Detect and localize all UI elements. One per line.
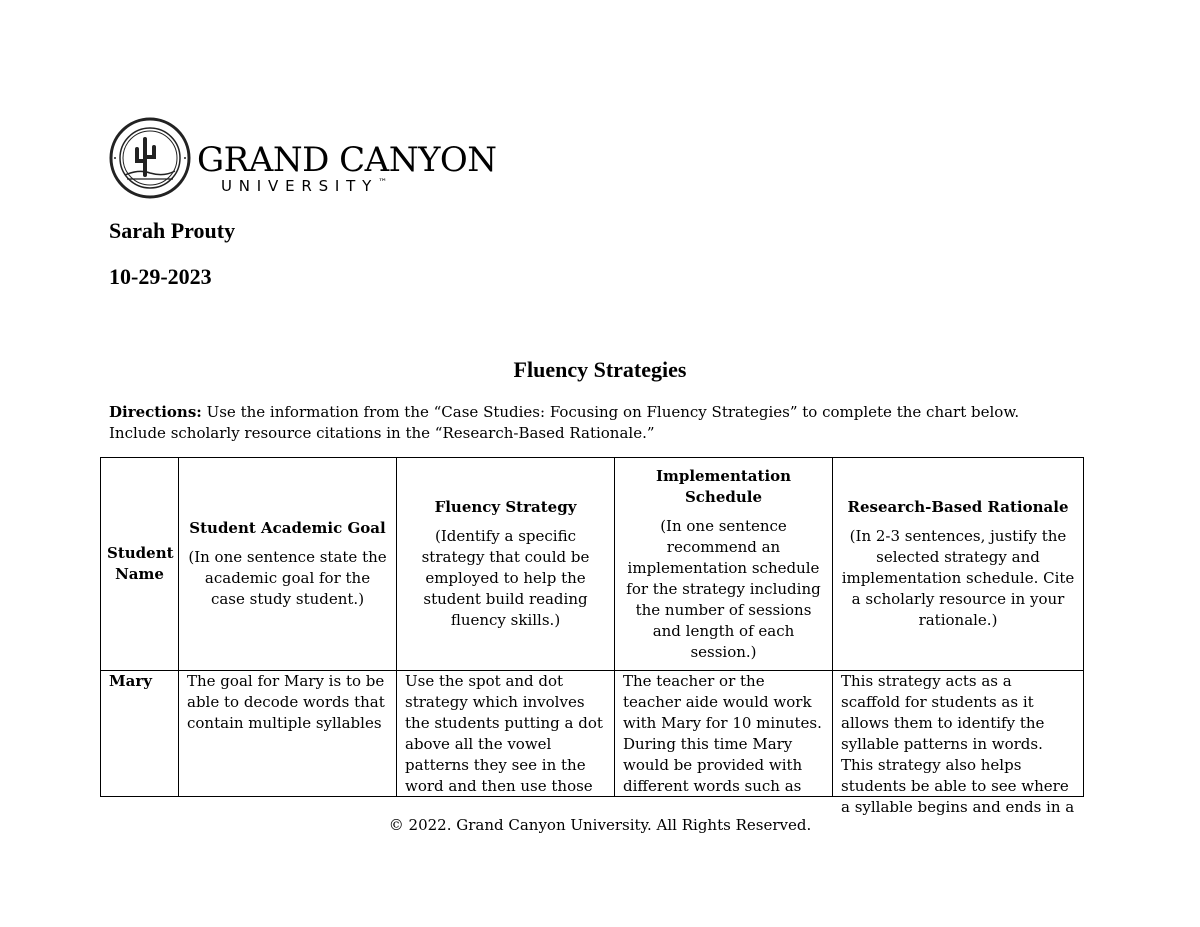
cell-student-name: Mary bbox=[101, 671, 179, 797]
university-logo bbox=[109, 117, 497, 201]
header-implementation-schedule: Implementation Schedule (In one sentence recommend an implementation schedule for the strategy including the number of sessions and length of each session.) bbox=[615, 458, 833, 671]
cell-academic-goal: The goal for Mary is to be able to decode words that contain multiple syllables bbox=[179, 671, 397, 797]
cell-fluency-strategy: Use the spot and dot strategy which involves the students putting a dot above all the vowel patterns they see in the word and then use those bbox=[397, 671, 615, 797]
document-date: 10-29-2023 bbox=[109, 264, 212, 289]
directions-text: Use the information from the “Case Studies: Focusing on Fluency Strategies” to complete the chart below. Include scholarly resource citations in the “Research-Based Rationale.” bbox=[109, 403, 1020, 442]
directions-label: Directions: bbox=[109, 403, 202, 421]
table-header-row bbox=[101, 458, 1084, 671]
author-name: Sarah Prouty bbox=[109, 218, 236, 243]
seal-icon bbox=[109, 117, 191, 199]
header-academic-goal: Student Academic Goal (In one sentence state the academic goal for the case study student.) bbox=[179, 458, 397, 671]
copyright-footer: © 2022. Grand Canyon University. All Rights Reserved. bbox=[388, 816, 812, 834]
directions-paragraph bbox=[109, 402, 1059, 444]
trademark: ™ bbox=[378, 178, 388, 188]
logo-wordmark: GRAND CANYON bbox=[197, 140, 497, 180]
cell-research-rationale: This strategy acts as a scaffold for students as it allows them to identify the syllable patterns in words. This strategy also helps students be able to see where a syllable begins and ends in a bbox=[833, 671, 1084, 797]
header-student-name: Student Name bbox=[101, 458, 179, 671]
header-fluency-strategy: Fluency Strategy (Identify a specific strategy that could be employed to help the student build reading fluency skills.) bbox=[397, 458, 615, 671]
table-row bbox=[101, 671, 1084, 797]
header-research-rationale: Research-Based Rationale (In 2-3 sentences, justify the selected strategy and implementation schedule. Cite a scholarly resource in your rationale.) bbox=[833, 458, 1084, 671]
logo-subtitle: UNIVERSITY™ bbox=[221, 177, 388, 195]
cell-implementation-schedule: The teacher or the teacher aide would work with Mary for 10 minutes. During this time Mary would be provided with different words such as bbox=[615, 671, 833, 797]
strategies-table bbox=[100, 457, 1084, 816]
page-title: Fluency Strategies bbox=[513, 357, 687, 382]
